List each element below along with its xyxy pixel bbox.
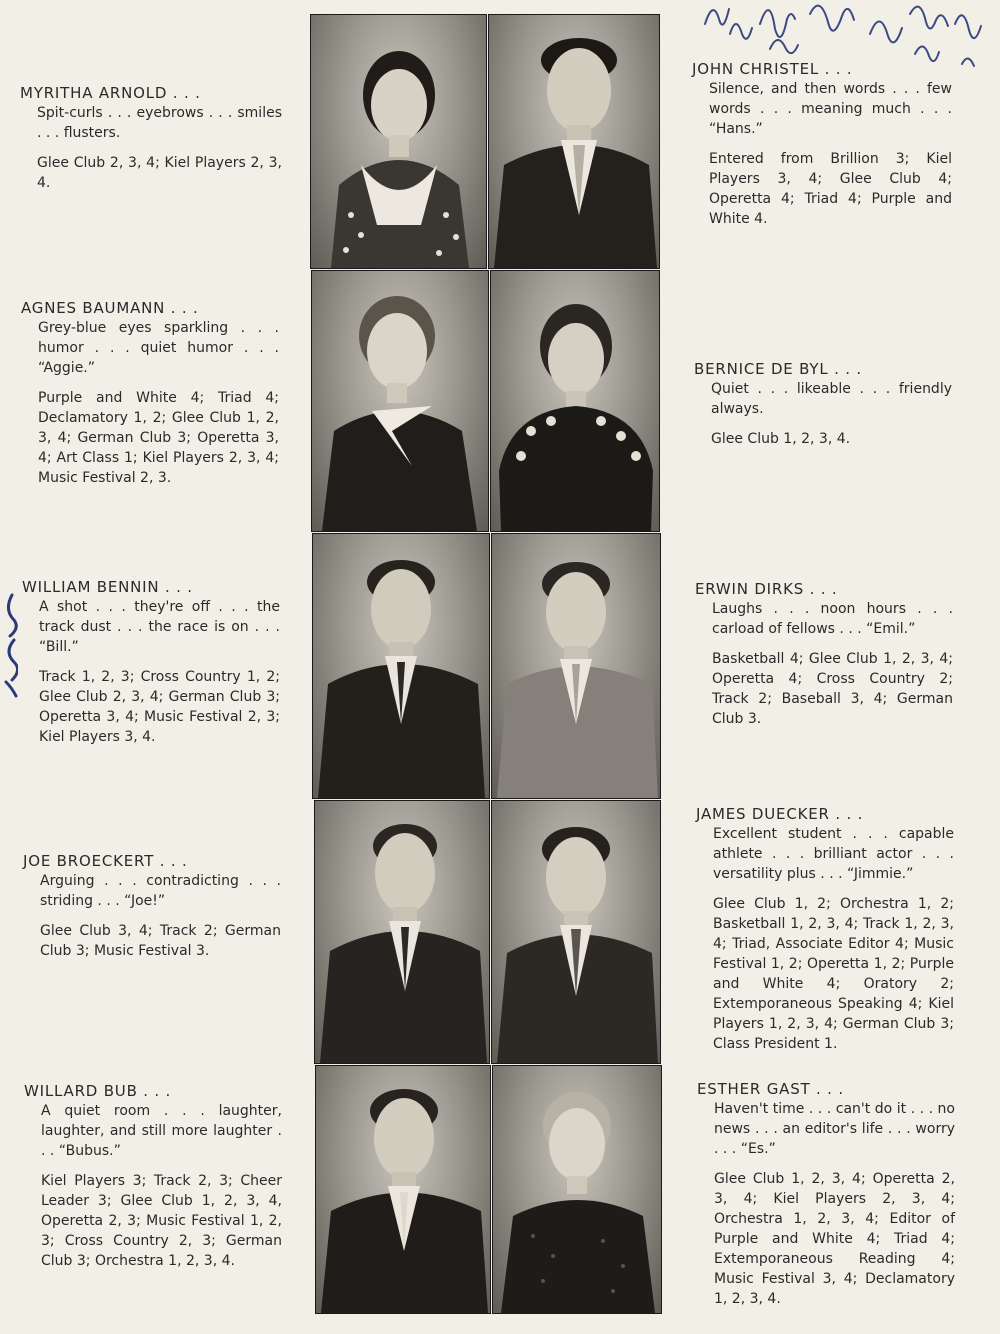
student-description: Spit-curls . . . eyebrows . . . smiles . . . flusters. [37,105,282,141]
student-activities: Glee Club 1, 2; Orchestra 1, 2; Basketball 1, 2, 3, 4; Track 1, 2, 3, 4; Triad, Associate Editor 4; Music Festival 1, 2; Operetta 1, 2; Purple and White 4; Oratory 2; Extemporaneous Speaking 4; Kiel Players 1, 2, 3, 4; German Club 3; Class President 1. [713,896,954,1052]
female-portrait-icon [312,271,488,531]
student-activities: Purple and White 4; Triad 4; Declamatory 1, 2; Glee Club 1, 2, 3, 4; German Club 3; Operetta 3, 4; Art Class 1; Kiel Players 2, 3, 4; Music Festival 2, 3. [38,390,279,486]
portrait-photo [490,270,660,532]
student-activities: Glee Club 1, 2, 3, 4. [711,431,851,447]
male-portrait-icon [313,534,489,798]
student-activities: Entered from Brillion 3; Kiel Players 3, 4; Glee Club 4; Operetta 4; Triad 4; Purple and White 4. [709,151,952,227]
student-activities: Track 1, 2, 3; Cross Country 1, 2; Glee Club 2, 3, 4; German Club 3; Operetta 3, 4; Music Festival 2, 3; Kiel Players 3, 4. [39,669,280,745]
student-activities: Kiel Players 3; Track 2, 3; Cheer Leader 3; Glee Club 1, 2, 3, 4, Operetta 2, 3; Music Festival 1, 2, 3; Cross Country 2, 3; German Club 3; Orchestra 1, 2, 3, 4. [41,1173,282,1269]
student-entry [692,59,952,229]
student-name: WILLARD BUB . . . [24,1082,172,1100]
student-activities: Glee Club 1, 2, 3, 4; Operetta 2, 3, 4; Kiel Players 2, 3, 4; Orchestra 1, 2, 3, 4; Editor of Purple and White 4; Triad 4; Extemporaneous Reading 4; Music Festival 3, 4; Declamatory 1, 2, 3, 4. [714,1171,955,1307]
student-name: JOE BROECKERT . . . [23,852,188,870]
portrait-photo [312,533,490,799]
student-entry [21,298,279,488]
student-name: JOHN CHRISTEL . . . [692,60,853,78]
student-description: Haven't time . . . can't do it . . . no news . . . an editor's life . . . worry . . . “Es.” [714,1101,955,1157]
portrait-photo [311,270,489,532]
student-name: ERWIN DIRKS . . . [695,580,838,598]
student-activities: Glee Club 2, 3, 4; Kiel Players 2, 3, 4. [37,155,282,191]
student-name: AGNES BAUMANN . . . [21,299,199,317]
portrait-photo [491,800,661,1064]
student-name: ESTHER GAST . . . [697,1080,844,1098]
student-entry [696,804,954,1054]
female-portrait-icon [311,15,486,268]
student-description: Laughs . . . noon hours . . . carload of fellows . . . “Emil.” [712,601,953,637]
student-entry [694,359,952,449]
portrait-photo [488,14,660,269]
student-activities: Glee Club 3, 4; Track 2; German Club 3; Music Festival 3. [40,923,281,959]
student-description: Grey-blue eyes sparkling . . . humor . . . quiet humor . . . “Aggie.” [38,320,279,376]
student-name: JAMES DUECKER . . . [696,805,864,823]
student-description: Excellent student . . . capable athlete . . . brilliant actor . . . versatility plus . . . “Jimmie.” [713,826,954,882]
male-portrait-icon [315,801,489,1063]
student-entry [695,579,953,729]
student-entry [24,1081,282,1271]
margin-handwriting [0,590,18,700]
male-portrait-icon [316,1066,490,1313]
student-description: Quiet . . . likeable . . . friendly always. [711,381,952,417]
student-name: BERNICE DE BYL . . . [694,360,862,378]
portrait-photo [315,1065,491,1314]
student-activities: Basketball 4; Glee Club 1, 2, 3, 4; Operetta 4; Cross Country 2; Track 2; Baseball 3, 4; German Club 3. [712,651,953,727]
student-name: WILLIAM BENNIN . . . [22,578,193,596]
student-description: Silence, and then words . . . few words . . . meaning much . . . “Hans.” [709,81,952,137]
portrait-photo [310,14,487,269]
student-entry [23,851,281,961]
margin-scribble-icon [0,590,18,700]
student-entry [20,83,282,193]
portrait-photo [314,800,490,1064]
female-portrait-icon [491,271,659,531]
student-name: MYRITHA ARNOLD . . . [20,84,201,102]
student-description: A shot . . . they're off . . . the track dust . . . the race is on . . . “Bill.” [39,599,280,655]
student-description: A quiet room . . . laughter, laughter, and still more laughter . . . “Bubus.” [41,1103,282,1159]
portrait-photo [491,533,661,799]
student-description: Arguing . . . contradicting . . . striding . . . “Joe!” [40,873,281,909]
student-entry [697,1079,955,1309]
male-portrait-icon [492,534,660,798]
student-entry [22,577,280,747]
male-portrait-icon [489,15,659,268]
female-portrait-icon [493,1066,661,1313]
male-portrait-icon [492,801,660,1063]
portrait-photo [492,1065,662,1314]
